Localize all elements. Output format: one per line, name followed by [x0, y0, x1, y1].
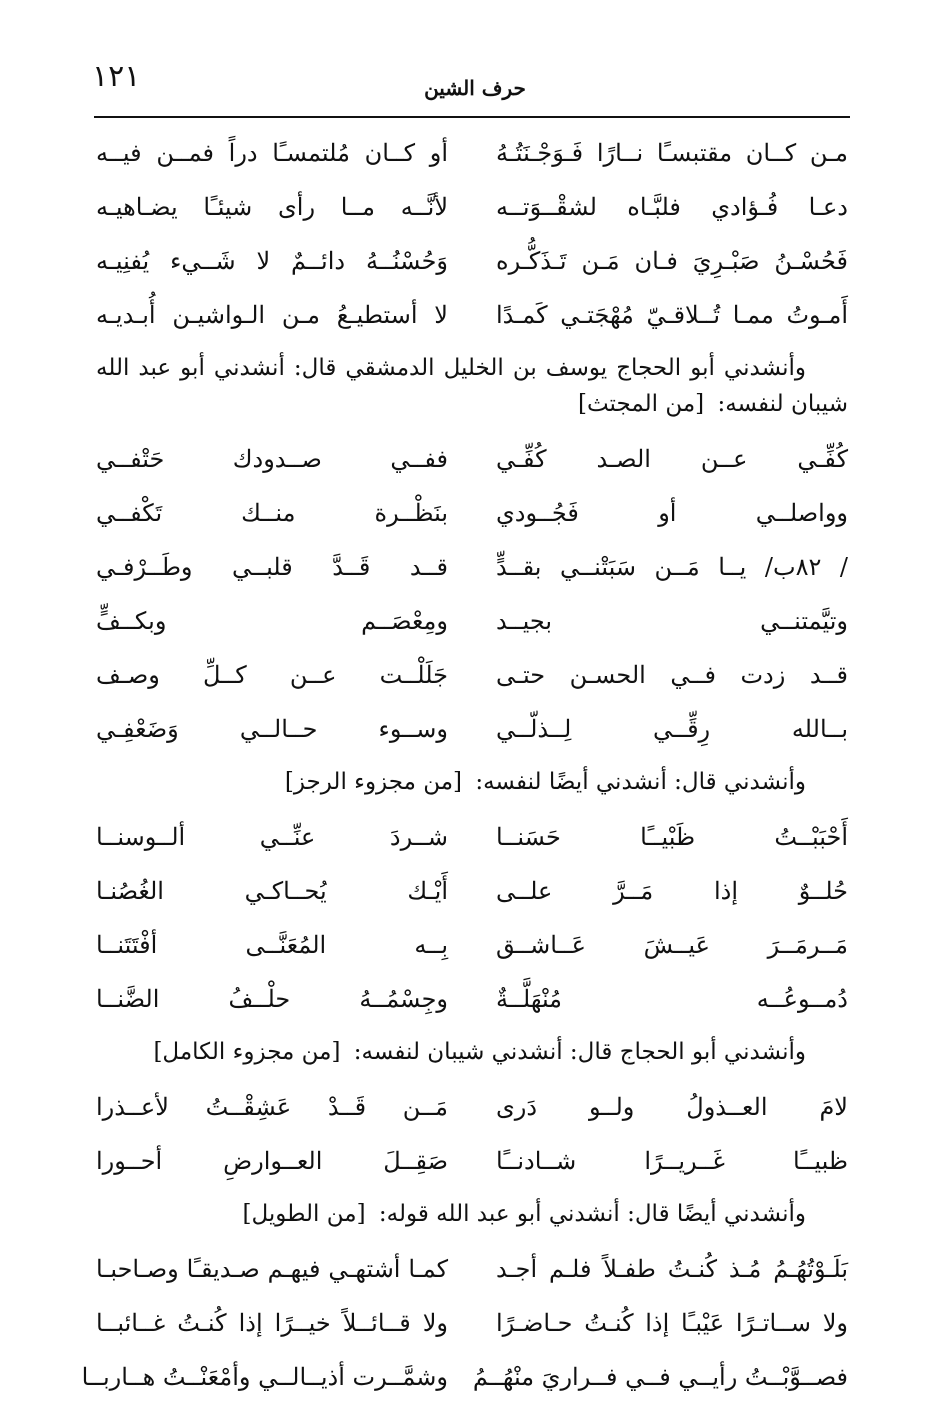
intro-text: وأنشدني أيضًا قال: أنشدني أبو عبد الله قوله: [378, 1201, 806, 1227]
verse-line [96, 810, 848, 864]
second-hemistich: وســوء حــالــي وَضَعْفِـي [96, 715, 448, 743]
second-hemistich: أَيْـك يُحــاكـي الغُصُنـا [96, 877, 448, 905]
verse-line [96, 540, 848, 594]
intro-paragraph [96, 342, 848, 432]
meter-label: [من المجتث] [577, 391, 705, 417]
first-hemistich: وتيَّمتنــي بجيــد [496, 607, 848, 635]
first-hemistich: حُلــوٌ إذا مَــرَّ علــى [496, 877, 848, 905]
first-hemistich: فصــوَّبْــتُ رأيــي فــي فــراريَ منْهُــمُ [472, 1363, 848, 1391]
verse-line [96, 918, 848, 972]
first-hemistich: ولا ســاتـرًا عَيْبـًا إذا كُنـتُ حـاضـرًا [496, 1309, 848, 1337]
second-hemistich: قــد قَــدَّ قلبــي وطَــرْفـي [96, 553, 448, 581]
second-hemistich: ولا قــائــلاً خيــرًا إذا كُنـتُ غــائبــا [96, 1309, 448, 1337]
first-hemistich: قــد زدت فــي الحسـن حتـى [496, 661, 848, 689]
verse-line [96, 702, 848, 756]
meter-label: [من مجزوء الرجز] [284, 769, 463, 795]
intro-text: وأنشدني أبو الحجاج يوسف بن الخليل الدمشقي قال: أنشدني أبو عبد الله شيبان لنفسه: [96, 355, 848, 417]
first-hemistich: مـن كــان مقتبسـًا نــارًا فَـوَجْـنَتُـهُ [496, 139, 848, 167]
first-hemistich: ظبيــًا غَــريــرًا شــادنــًا [496, 1147, 848, 1175]
header-rule [94, 116, 850, 118]
running-title: حرف الشين [424, 76, 526, 100]
second-hemistich: جَلَلْــت عــن كــلِّ وصـف [96, 661, 448, 689]
second-hemistich: وجِسْمُــهُ حلْــفُ الضَّنــا [96, 985, 448, 1013]
verse-line [96, 126, 848, 180]
intro-paragraph [96, 1026, 848, 1080]
verse-line [96, 864, 848, 918]
second-hemistich: لا أستطيـعُ مـن الـواشيـن أُبـديـه [96, 301, 448, 329]
verse-line [96, 594, 848, 648]
second-hemistich: وشمَّــرت أذيــالــي وأمْعَنْــتُ هــاربــا [81, 1363, 448, 1391]
page-body [81, 126, 848, 1404]
first-hemistich: لامَ العــذولُ ولــو دَرى [496, 1093, 848, 1121]
intro-text: وأنشدني قال: أنشدني أيضًا لنفسه: [475, 769, 806, 795]
second-hemistich: ففــي صــدودك حَتْفــي [96, 445, 448, 473]
poem-section [96, 756, 848, 1026]
intro-text: وأنشدني أبو الحجاج قال: أنشدني شيبان لنفسه: [353, 1039, 806, 1065]
second-hemistich: صَقِــلَ العــوارضِ أحــورا [96, 1147, 448, 1175]
poem-section [96, 126, 848, 342]
first-hemistich: دُمــوعُــه مُنْهَلَّــةٌ [496, 985, 848, 1013]
poem-section [96, 342, 848, 756]
meter-label: [من مجزوء الكامل] [153, 1039, 341, 1065]
first-hemistich: أَحْبَبْــتُ ظَبْيــًا حَسَنــا [496, 823, 848, 851]
page-number: ١٢١ [92, 59, 141, 94]
second-hemistich: لأنَّــه مــا رأى شيئـًا يضـاهيـه [96, 193, 448, 221]
verse-line [96, 432, 848, 486]
first-hemistich: / ٨٢ب/ يــا مَــن سَبَتْنــي بقــدٍّ [496, 553, 848, 581]
second-hemistich: شــردَ عنِّــي ألــوسنــا [96, 823, 448, 851]
poem-section [96, 1026, 848, 1188]
first-hemistich: بَلَـوْتُهُـمُ مُـذ كُنـتُ طفـلاً فلـم أجـد [496, 1255, 848, 1283]
verse-line [96, 180, 848, 234]
verse-line [81, 1350, 848, 1404]
first-hemistich: وواصلــي أو فَجُــودي [496, 499, 848, 527]
first-hemistich: دعـا فُـؤادي فلبَّـاه لشقْــوَتــه [496, 193, 848, 221]
second-hemistich: أو كــان مُلتمسـًا دراً فمــن فيــه [96, 139, 448, 167]
first-hemistich: كُفِّـي عــن الصـد كُفِّـي [496, 445, 848, 473]
verse-line [96, 486, 848, 540]
verse-line [96, 1134, 848, 1188]
first-hemistich: أَمـوتُ ممـا تُــلاقـيّ مُهْجَتـي كَمـدًا [496, 301, 848, 329]
intro-paragraph [96, 1188, 848, 1242]
verse-line [96, 1242, 848, 1296]
first-hemistich: بــالله رِقِّــي لِــذلّــي [496, 715, 848, 743]
poem-section [81, 1188, 848, 1404]
verse-line [96, 648, 848, 702]
first-hemistich: فَحُسْـنُ صَبْـرِيَ فـان مَـن تَـذَكُّـره [496, 247, 848, 275]
verse-line [96, 1080, 848, 1134]
verse-line [96, 288, 848, 342]
second-hemistich: وَحُسْنُــهُ دائــمٌ لا شَــيء يُفنِيـه [96, 247, 448, 275]
second-hemistich: كمـا أشتهـي فيهـم صـديقـًا وصـاحبـا [96, 1255, 448, 1283]
verse-line [96, 1296, 848, 1350]
verse-line [96, 972, 848, 1026]
meter-label: [من الطويل] [242, 1201, 366, 1227]
second-hemistich: بنَظْــرة منــك تَكْفــي [96, 499, 448, 527]
second-hemistich: ومِعْصَــم وبكــفٍّ [96, 607, 448, 635]
first-hemistich: مَــرمَــرَ عَيــشَ عَــاشــق [496, 931, 848, 959]
verse-line [96, 234, 848, 288]
second-hemistich: بِــه المُعَنَّــى أفْتَتَنــا [96, 931, 448, 959]
second-hemistich: مَــن قَــدْ عَشِقْــتُ لأعــذرا [96, 1093, 448, 1121]
intro-paragraph [96, 756, 848, 810]
